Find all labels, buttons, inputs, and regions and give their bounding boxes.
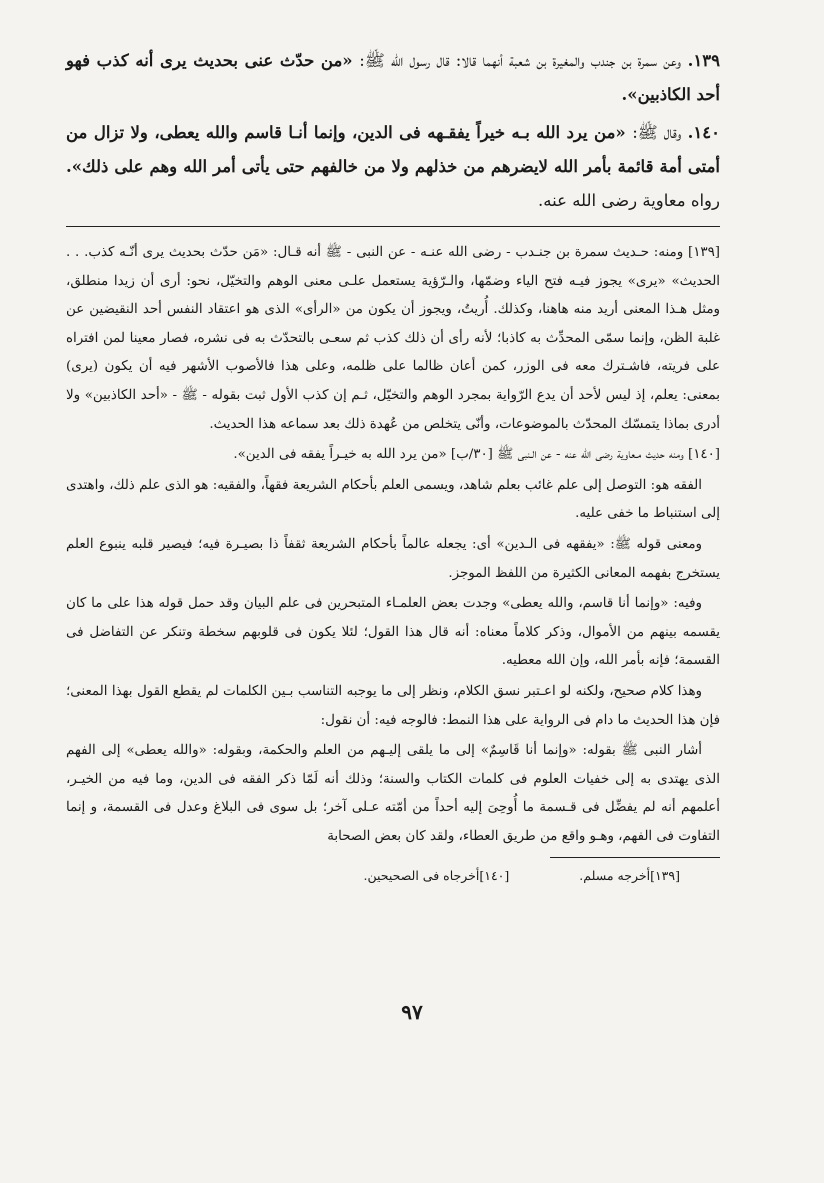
section-divider (66, 226, 720, 227)
footnote-140: [١٤٠]أخرجاه فى الصحيحين. (363, 868, 510, 884)
hadith-text: «من حدّث عنى بحديث يرى أنه كذب فهو أحد الكاذبين». (66, 51, 720, 104)
hadith-intro: وقال ﷺ: (632, 123, 682, 142)
hadith-narrator: رواه معاوية رضى الله عنه. (538, 191, 720, 210)
commentary-paragraph: وفيه: «وإنما أنا قاسم، والله يعطى» وجدت بعض العلمـاء المتبحرين فى علم البيان وقد حمل قوله هذا على ما كان يقسمه بينهم من الأموال، وذكر كلاماً معناه: أنه قال هذا القول؛ لئلا يكون فى قلوبهم سخطة وتنكر عن التفاضل فى القسمة؛ فإنه بأمر الله، وإن الله معطيه. (66, 596, 720, 669)
page-number: ٩٧ (401, 1000, 423, 1024)
commentary-paragraph: [١٣٩] ومنه: حـديث سمرة بن جنـدب - رضى الله عنـه - عن النبى - ﷺ أنه قـال: «مَن حدّث بحديث يرى أنّـه كذب. . . الحديث» «يرى» يجوز فيـه فتح الياء وضمّها، والـرّؤية يستعمل علـى معنى الوهم والتخيّل، نحو: أرى أن زيدا منطلق، ومثل هـذا المعنى أريد منه هاهنا، وكذلك. أُريتُ، ويجوز أن يكون من «الرأى» الذى هو اعتقاد النفس أحد النقيضين عن غلبة الظن، وإنما سمّى المحدِّث به كاذبا؛ لأنه رأى أن ذلك كذب ثم سعـى بالتحدّث به فى نشره، فصار معينا لمن افتراه على فريته، فاشـترك معه فى الوزر، كمن أعان ظالما على ظلمه، وعلى هذا فالأصوب الأشهر فيه أن يكون (يرى) بمعنى: يعلم، إذ ليس لأحد أن يدع الرّواية بمجرد الوهم والتخيّل، ثـم إن كذب الأول ثبت بقوله - ﷺ - «أحد الكاذبين» ولا أدرى بماذا يتمسّك المحدّث بالموضوعات، وأنّى يتخلص من عُهدة ذلك بعد سماعه هذا الحديث. (66, 245, 720, 432)
commentary-paragraph: أشار النبى ﷺ بقوله: «وإنما أنا قَاسِمٌ» إلى ما يلقى إليـهم من العلم والحكمة، وبقوله: «والله يعطى» إلى الفهم الذى يهتدى به إلى خفيات العلوم فى كلمات الكتاب والسنة؛ وذلك أنه لَمّا ذكر الفقه فى الدين، وما فيه من الخيـر، أعلمهم أنه لم يفضِّل فى قـسمة ما أُوحِىَ إليه أحداً من أمّته عـلى آخر؛ بل سوى فى البلاغ وعدل فى القسمة، و إنما التفاوت فى الفهم، وهـو واقع من طريق العطاء، ولقد كان بعض الصحابة (66, 743, 720, 844)
footnotes (66, 868, 720, 883)
footnote-139: [١٣٩]أخرجه مسلم. (579, 868, 680, 884)
footnote-divider (550, 857, 720, 858)
hadith-number: ١٣٩. (687, 51, 720, 70)
hadith-text: «من يرد الله بـه خيراً يفقـهه فى الدين، وإنما أنـا قاسم والله يعطى، ولا تزال من أمتى أمة قائمة بأمر الله لايضرهم من خذلهم ولا من خالفهم حتى يأتى أمر الله وهم على ذلك». (66, 123, 720, 176)
commentary-paragraph: [١٤٠] ومنه حديث مـعاوية رضى الله عنه - عن الـنبى ﷺ [٣٠/ب] «من يرد الله به خيـراً يفقه فى الدين». (233, 447, 720, 463)
commentary-paragraph: ومعنى قوله ﷺ: «يفقهه فى الـدين» أى: يجعله عالماً بأحكام الشريعة ثقفاً ذا بصيـرة فيه؛ فيصير قلبه ينبوع العلم يستخرج بفهمه المعانى الكثيرة من اللفظ الموجز. (66, 536, 720, 581)
commentary-paragraph: وهذا كلام صحيح، ولكنه لو اعـتبر نسق الكلام، ونظر إلى ما يوجبه التناسب بـين الكلمات لم يقطع القول بهذا المعنى؛ فإن هذا الحديث ما دام فى الرواية على هذا النمط: فالوجه فيه: أن نقول: (66, 683, 720, 728)
hadith-intro: وعن سمرة بن جندب والمغيرة بن شعبة أنهما قالا: قال رسول الله ﷺ: (359, 51, 681, 70)
hadith-number: ١٤٠. (687, 123, 720, 142)
commentary-paragraph: الفقه هو: التوصل إلى علم غائب بعلم شاهد، ويسمى العلم بأحكام الشريعة فقهاً، والفقيه: هو الذى علم ذلك، واهتدى إلى استنباط ما خفى عليه. (66, 477, 720, 522)
hadith-139 (66, 44, 720, 112)
hadith-140 (66, 116, 720, 218)
